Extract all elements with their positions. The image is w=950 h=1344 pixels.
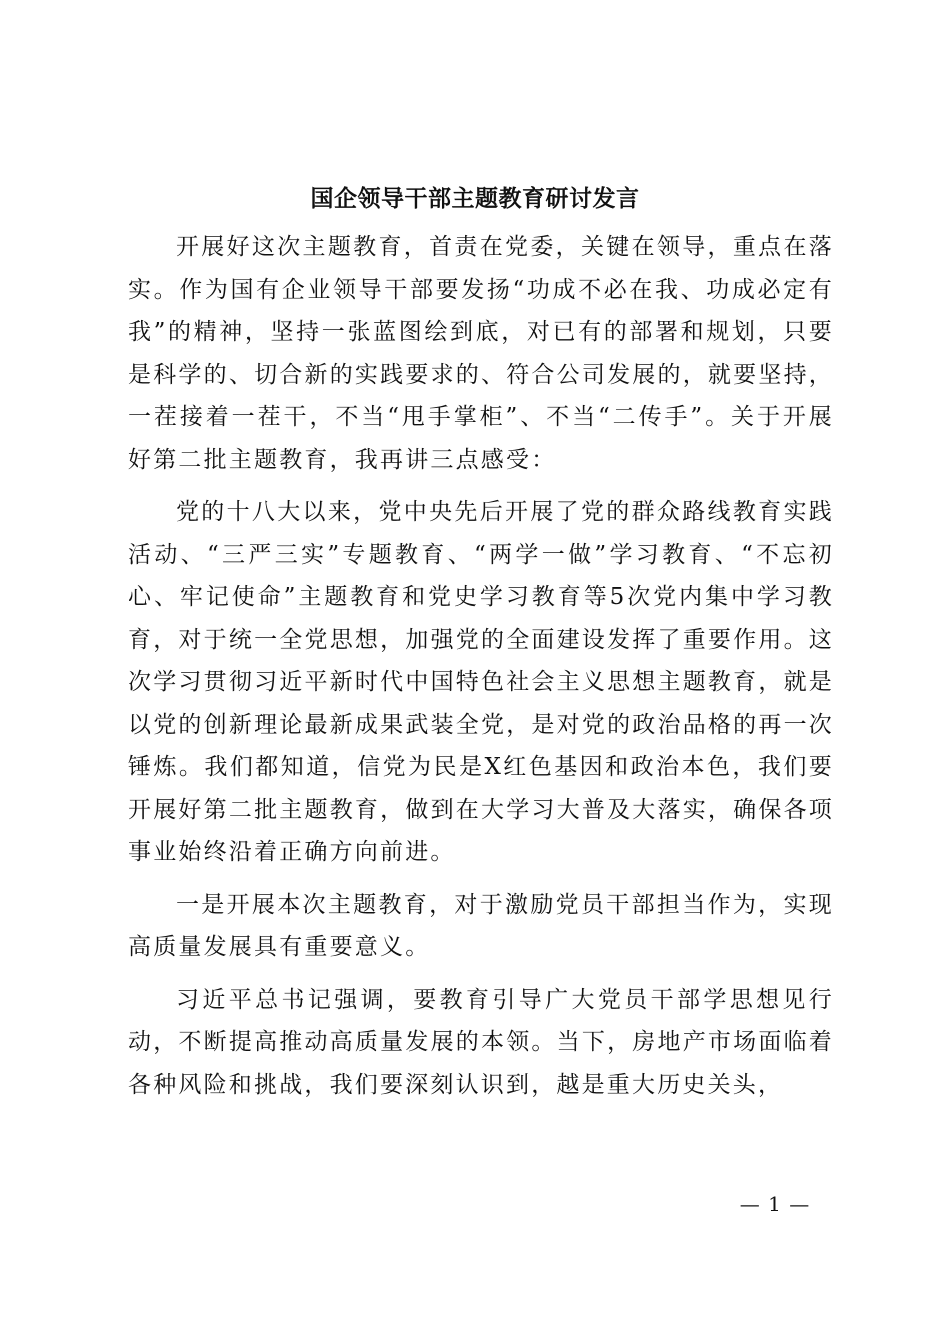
document-body — [128, 226, 834, 1116]
paragraph-point-one: 一是开展本次主题教育，对于激励党员干部担当作为，实现高质量发展具有重要意义。 — [128, 891, 834, 960]
paragraph-point-one-detail: 习近平总书记强调，要教育引导广大党员干部学思想见行动，不断提高推动高质量发展的本领。当下，房地产市场面临着各种风险和挑战，我们要深刻认识到，越是重大历史关头， — [128, 986, 834, 1098]
paragraph-intro: 开展好这次主题教育，首责在党委，关键在领导，重点在落实。作为国有企业领导干部要发扬“功成不必在我、功成必定有我”的精神，坚持一张蓝图绘到底，对已有的部署和规划，只要是科学的、切合新的实践要求的、符合公司发展的，就要坚持，一茬接着一茬干，不当“甩手掌柜”、不当“二传手”。关于开展好第二批主题教育，我再讲三点感受： — [128, 234, 834, 473]
document-title: 国企领导干部主题教育研讨发言 — [310, 185, 640, 212]
page-number: — 1 — — [739, 1192, 811, 1216]
paragraph-background: 党的十八大以来，党中央先后开展了党的群众路线教育实践活动、“三严三实”专题教育、“两学一做”学习教育、“不忘初心、牢记使命”主题教育和党史学习教育等5次党内集中学习教育，对于统一全党思想，加强党的全面建设发挥了重要作用。这次学习贯彻习近平新时代中国特色社会主义思想主题教育，就是以党的创新理论最新成果武装全党，是对党的政治品格的再一次锤炼。我们都知道，信党为民是X红色基因和政治本色，我们要开展好第二批主题教育，做到在大学习大普及大落实，确保各项事业始终沿着正确方向前进。 — [128, 499, 834, 865]
